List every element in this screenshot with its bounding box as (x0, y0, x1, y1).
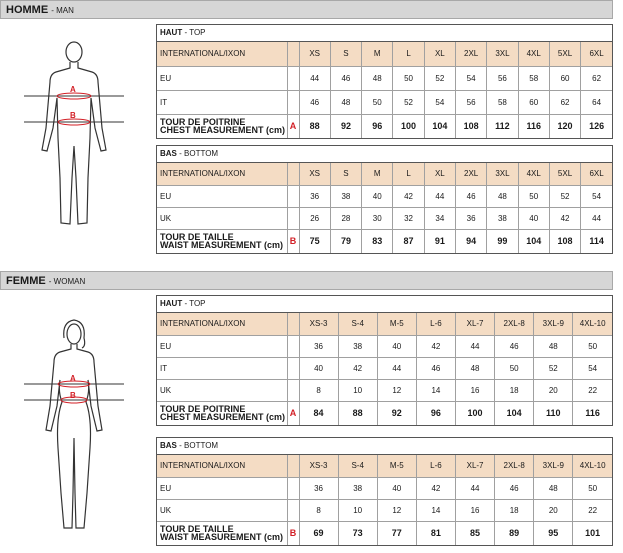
table-cell: XS-3 (299, 455, 338, 477)
table-cell: 2XL-8 (495, 455, 534, 477)
table-cell: 46 (455, 185, 486, 207)
table-cell: 36 (299, 185, 330, 207)
table-cell: L (393, 163, 424, 185)
table-cell: 34 (424, 207, 455, 229)
table-cell: 44 (424, 185, 455, 207)
table-cell: 48 (456, 357, 495, 379)
table-cell: 44 (456, 477, 495, 499)
table-cell: 5XL (549, 42, 580, 66)
table-cell: 50 (518, 185, 549, 207)
table-cell: 88 (338, 401, 377, 425)
table-cell: 38 (487, 207, 518, 229)
table-cell (287, 66, 299, 90)
table-cell: INTERNATIONAL/IXON (157, 42, 287, 66)
table-cell (287, 313, 299, 335)
table-cell: 46 (495, 335, 534, 357)
table-cell: 62 (581, 66, 612, 90)
table-cell: XS (299, 42, 330, 66)
table-cell: 92 (377, 401, 416, 425)
table-cell (287, 379, 299, 401)
size-row (157, 455, 612, 477)
table-cell: 50 (573, 477, 612, 499)
table-title-femme-bottom: BAS - BOTTOM (157, 438, 612, 455)
table-cell: 4XL-10 (573, 313, 612, 335)
table-cell: 14 (416, 379, 455, 401)
table-cell: UK (157, 379, 287, 401)
table-cell: 54 (581, 185, 612, 207)
table-cell: 116 (573, 401, 612, 425)
table-cell: 126 (581, 114, 612, 138)
size-row (157, 313, 612, 335)
table-cell: EU (157, 335, 287, 357)
table-cell: IT (157, 357, 287, 379)
table-cell: 114 (581, 229, 612, 253)
table-cell: TOUR DE TAILLE WAIST MEASUREMENT (cm) (157, 229, 287, 253)
table-cell: 50 (495, 357, 534, 379)
table-cell: EU (157, 185, 287, 207)
table-cell: B (287, 229, 299, 253)
table-cell: 110 (534, 401, 573, 425)
table-cell: 52 (393, 90, 424, 114)
table-row-waist (157, 229, 612, 253)
table-cell: 84 (299, 401, 338, 425)
table-cell: 38 (330, 185, 361, 207)
table-row-chest (157, 114, 612, 138)
table-cell: 4XL (518, 163, 549, 185)
table-cell: 16 (456, 499, 495, 521)
table-cell: 22 (573, 379, 612, 401)
table-cell: 44 (581, 207, 612, 229)
table-title-homme-top: HAUT - TOP (157, 25, 612, 42)
table-cell: 6XL (581, 163, 612, 185)
table-cell (287, 207, 299, 229)
table-cell: 8 (299, 499, 338, 521)
table-cell: A (287, 114, 299, 138)
table-cell: EU (157, 66, 287, 90)
table-cell: 12 (377, 379, 416, 401)
table-cell: XS-3 (299, 313, 338, 335)
table-cell: 95 (534, 521, 573, 545)
table-cell: 104 (495, 401, 534, 425)
table-cell: B (287, 521, 299, 545)
table-row-it (157, 357, 612, 379)
table-cell: 4XL (518, 42, 549, 66)
table-cell: 20 (534, 379, 573, 401)
man-silhouette-icon (20, 38, 128, 238)
table-cell: 48 (534, 335, 573, 357)
table-cell: 28 (330, 207, 361, 229)
table-cell: 40 (362, 185, 393, 207)
table-cell: TOUR DE POITRINE CHEST MEASUREMENT (cm) (157, 401, 287, 425)
table-cell (287, 357, 299, 379)
table-cell: S (330, 163, 361, 185)
table-cell: EU (157, 477, 287, 499)
table-cell: 3XL-9 (534, 313, 573, 335)
table-cell: 4XL-10 (573, 455, 612, 477)
table-cell: 30 (362, 207, 393, 229)
table-cell: 64 (581, 90, 612, 114)
table-cell: 44 (299, 66, 330, 90)
table-cell: 54 (424, 90, 455, 114)
table-cell: 60 (518, 90, 549, 114)
table-cell: 46 (330, 66, 361, 90)
table-cell: 48 (534, 477, 573, 499)
table-cell: 52 (424, 66, 455, 90)
table-cell: XL-7 (456, 313, 495, 335)
table-cell: 100 (456, 401, 495, 425)
table-cell: 96 (362, 114, 393, 138)
section-title-homme: HOMME - MAN (6, 4, 74, 16)
table-cell: 56 (487, 66, 518, 90)
table-cell: 101 (573, 521, 612, 545)
table-row-uk (157, 207, 612, 229)
table-cell (287, 42, 299, 66)
table-cell: 60 (549, 66, 580, 90)
section-header-femme (0, 271, 613, 290)
table-cell: 77 (377, 521, 416, 545)
table-cell: 40 (518, 207, 549, 229)
table-cell: 87 (393, 229, 424, 253)
chest-marker-woman: A (70, 374, 76, 383)
table-cell: 52 (549, 185, 580, 207)
table-cell: 10 (338, 379, 377, 401)
waist-marker-woman: B (70, 391, 76, 400)
chest-marker-man: A (70, 85, 76, 94)
table-cell: 20 (534, 499, 573, 521)
table-cell: 6XL (581, 42, 612, 66)
table-cell: 14 (416, 499, 455, 521)
table-cell: XL (424, 42, 455, 66)
table-cell (287, 499, 299, 521)
table-cell: 38 (338, 335, 377, 357)
table-cell: M (362, 163, 393, 185)
table-cell: 46 (416, 357, 455, 379)
table-cell: 40 (377, 335, 416, 357)
table-cell: 58 (487, 90, 518, 114)
table-cell: 120 (549, 114, 580, 138)
table-cell: 42 (549, 207, 580, 229)
table-cell: 99 (487, 229, 518, 253)
table-cell: 26 (299, 207, 330, 229)
table-cell: 92 (330, 114, 361, 138)
table-cell: INTERNATIONAL/IXON (157, 163, 287, 185)
table-cell: 108 (455, 114, 486, 138)
table-cell: 42 (393, 185, 424, 207)
table-cell: 3XL (487, 42, 518, 66)
table-cell: L (393, 42, 424, 66)
table-cell: IT (157, 90, 287, 114)
table-row-chest (157, 401, 612, 425)
table-cell: S (330, 42, 361, 66)
table-cell: TOUR DE POITRINE CHEST MEASUREMENT (cm) (157, 114, 287, 138)
size-row (157, 163, 612, 185)
table-cell: 40 (299, 357, 338, 379)
table-title-femme-top: HAUT - TOP (157, 296, 612, 313)
table-cell (287, 185, 299, 207)
table-cell: INTERNATIONAL/IXON (157, 313, 287, 335)
table-row-uk (157, 499, 612, 521)
table-cell: 48 (330, 90, 361, 114)
table-homme-top (156, 24, 613, 139)
table-cell (287, 455, 299, 477)
table-cell: L-6 (416, 455, 455, 477)
table-cell: 36 (455, 207, 486, 229)
table-cell: 12 (377, 499, 416, 521)
table-cell: M-5 (377, 455, 416, 477)
table-cell: 88 (299, 114, 330, 138)
table-cell: 48 (487, 185, 518, 207)
table-cell: M-5 (377, 313, 416, 335)
table-cell: 83 (362, 229, 393, 253)
table-cell: 16 (456, 379, 495, 401)
table-cell: 42 (338, 357, 377, 379)
table-cell: 5XL (549, 163, 580, 185)
table-cell: 46 (299, 90, 330, 114)
table-cell: 42 (416, 335, 455, 357)
table-cell (287, 335, 299, 357)
table-cell: 22 (573, 499, 612, 521)
table-cell: 89 (495, 521, 534, 545)
table-cell: UK (157, 207, 287, 229)
table-cell: L-6 (416, 313, 455, 335)
table-cell: 75 (299, 229, 330, 253)
table-row-uk (157, 379, 612, 401)
table-cell: 50 (393, 66, 424, 90)
table-cell: 79 (330, 229, 361, 253)
table-cell: XL-7 (456, 455, 495, 477)
table-cell: S-4 (338, 455, 377, 477)
table-cell: INTERNATIONAL/IXON (157, 455, 287, 477)
table-cell: 52 (534, 357, 573, 379)
section-header-homme (0, 0, 613, 19)
table-cell: 104 (518, 229, 549, 253)
table-cell: 100 (393, 114, 424, 138)
woman-silhouette-icon (20, 318, 128, 543)
table-cell: 42 (416, 477, 455, 499)
table-cell (287, 477, 299, 499)
table-cell: 94 (455, 229, 486, 253)
table-cell: 96 (416, 401, 455, 425)
table-cell: 38 (338, 477, 377, 499)
table-cell: 8 (299, 379, 338, 401)
table-cell: XL (424, 163, 455, 185)
size-row (157, 42, 612, 66)
table-cell: 3XL-9 (534, 455, 573, 477)
table-row-eu (157, 335, 612, 357)
table-row-eu (157, 66, 612, 90)
table-cell: 85 (456, 521, 495, 545)
table-cell: 81 (416, 521, 455, 545)
table-cell: 48 (362, 66, 393, 90)
section-title-femme: FEMME - WOMAN (6, 275, 86, 287)
table-cell: 50 (362, 90, 393, 114)
table-cell: 112 (487, 114, 518, 138)
table-row-waist (157, 521, 612, 545)
table-cell: TOUR DE TAILLE WAIST MEASUREMENT (cm) (157, 521, 287, 545)
table-homme-bottom (156, 145, 613, 254)
table-cell: 18 (495, 379, 534, 401)
table-cell: 46 (495, 477, 534, 499)
table-cell (287, 163, 299, 185)
table-cell: XS (299, 163, 330, 185)
table-cell: 2XL (455, 42, 486, 66)
table-cell: 44 (456, 335, 495, 357)
table-cell: 36 (299, 335, 338, 357)
table-cell: 18 (495, 499, 534, 521)
table-cell: 10 (338, 499, 377, 521)
table-cell (287, 90, 299, 114)
table-cell: 54 (573, 357, 612, 379)
table-title-homme-bottom: BAS - BOTTOM (157, 146, 612, 163)
table-cell: 32 (393, 207, 424, 229)
table-cell: 40 (377, 477, 416, 499)
table-cell: 104 (424, 114, 455, 138)
table-femme-top (156, 295, 613, 426)
table-cell: 73 (338, 521, 377, 545)
table-cell: S-4 (338, 313, 377, 335)
table-cell: UK (157, 499, 287, 521)
table-cell: 3XL (487, 163, 518, 185)
table-cell: 50 (573, 335, 612, 357)
table-cell: 54 (455, 66, 486, 90)
table-cell: 44 (377, 357, 416, 379)
table-cell: 2XL-8 (495, 313, 534, 335)
table-row-eu (157, 477, 612, 499)
table-row-it (157, 90, 612, 114)
table-cell: 116 (518, 114, 549, 138)
table-cell: 69 (299, 521, 338, 545)
table-cell: 108 (549, 229, 580, 253)
waist-marker-man: B (70, 111, 76, 120)
table-cell: A (287, 401, 299, 425)
table-cell: 36 (299, 477, 338, 499)
table-cell: 58 (518, 66, 549, 90)
table-femme-bottom (156, 437, 613, 546)
table-row-eu (157, 185, 612, 207)
table-cell: 91 (424, 229, 455, 253)
table-cell: 56 (455, 90, 486, 114)
table-cell: M (362, 42, 393, 66)
table-cell: 62 (549, 90, 580, 114)
table-cell: 2XL (455, 163, 486, 185)
